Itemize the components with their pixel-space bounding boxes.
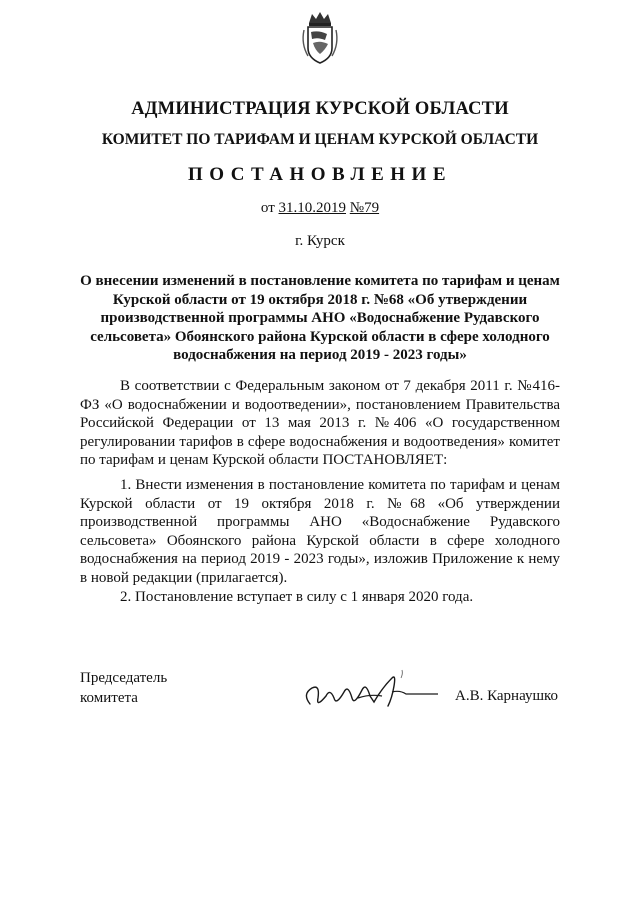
position-line-1: Председатель — [80, 670, 168, 686]
handwritten-signature — [296, 668, 446, 716]
signatory-position — [80, 668, 167, 708]
preamble-paragraph: В соответствии с Федеральным законом от 7 декабря 2011 г. №416-ФЗ «О водоснабжении и водоотведении», постановлением Правительства Российской Федерации от 13 мая 2013 г. №406 «О государственном регулировании тарифов в сфере водоснабжения и водоотведения» комитет по тарифам и ценам Курской области ПОСТАНОВЛЯЕТ: — [80, 378, 560, 469]
city: г. Курск — [295, 233, 345, 249]
organization-title: АДМИНИСТРАЦИЯ КУРСКОЙ ОБЛАСТИ — [131, 99, 509, 119]
position-line-2: комитета — [80, 690, 138, 706]
coat-of-arms-icon — [299, 10, 341, 66]
resolution-item-1: 1. Внести изменения в постановление комитета по тарифам и ценам Курской области от 19 октября 2018 г. №68 «Об утверждении производственной программы АНО «Водоснабжение Рудавского сельсовета» Обоянского района Курской области в сфере холодного водоснабжения на период 2019 - 2023 годы», изложив Приложение к нему в новой редакции (прилагается). — [80, 476, 560, 586]
document-number: №79 — [349, 200, 380, 216]
date-line — [0, 200, 640, 217]
signatory-name: А.В. Карнаушко — [455, 688, 559, 704]
document-body — [80, 377, 560, 606]
document-type: ПОСТАНОВЛЕНИЕ — [187, 164, 453, 185]
resolution-item-2: 2. Постановление вступает в силу с 1 января 2020 года. — [120, 588, 474, 605]
committee-title: КОМИТЕТ ПО ТАРИФАМ И ЦЕНАМ КУРСКОЙ ОБЛАСТИ — [101, 131, 539, 148]
date-prefix: от — [260, 200, 279, 216]
document-date: 31.10.2019 — [278, 200, 347, 216]
document-subject: О внесении изменений в постановление комитета по тарифам и ценам Курской области от 19 октября 2018 г. №68 «Об утверждении производственной программы АНО «Водоснабжение Рудавского сельсовета» Обоянского района Курской области в сфере холодного водоснабжения на период 2019 - 2023 годы» — [80, 273, 560, 364]
